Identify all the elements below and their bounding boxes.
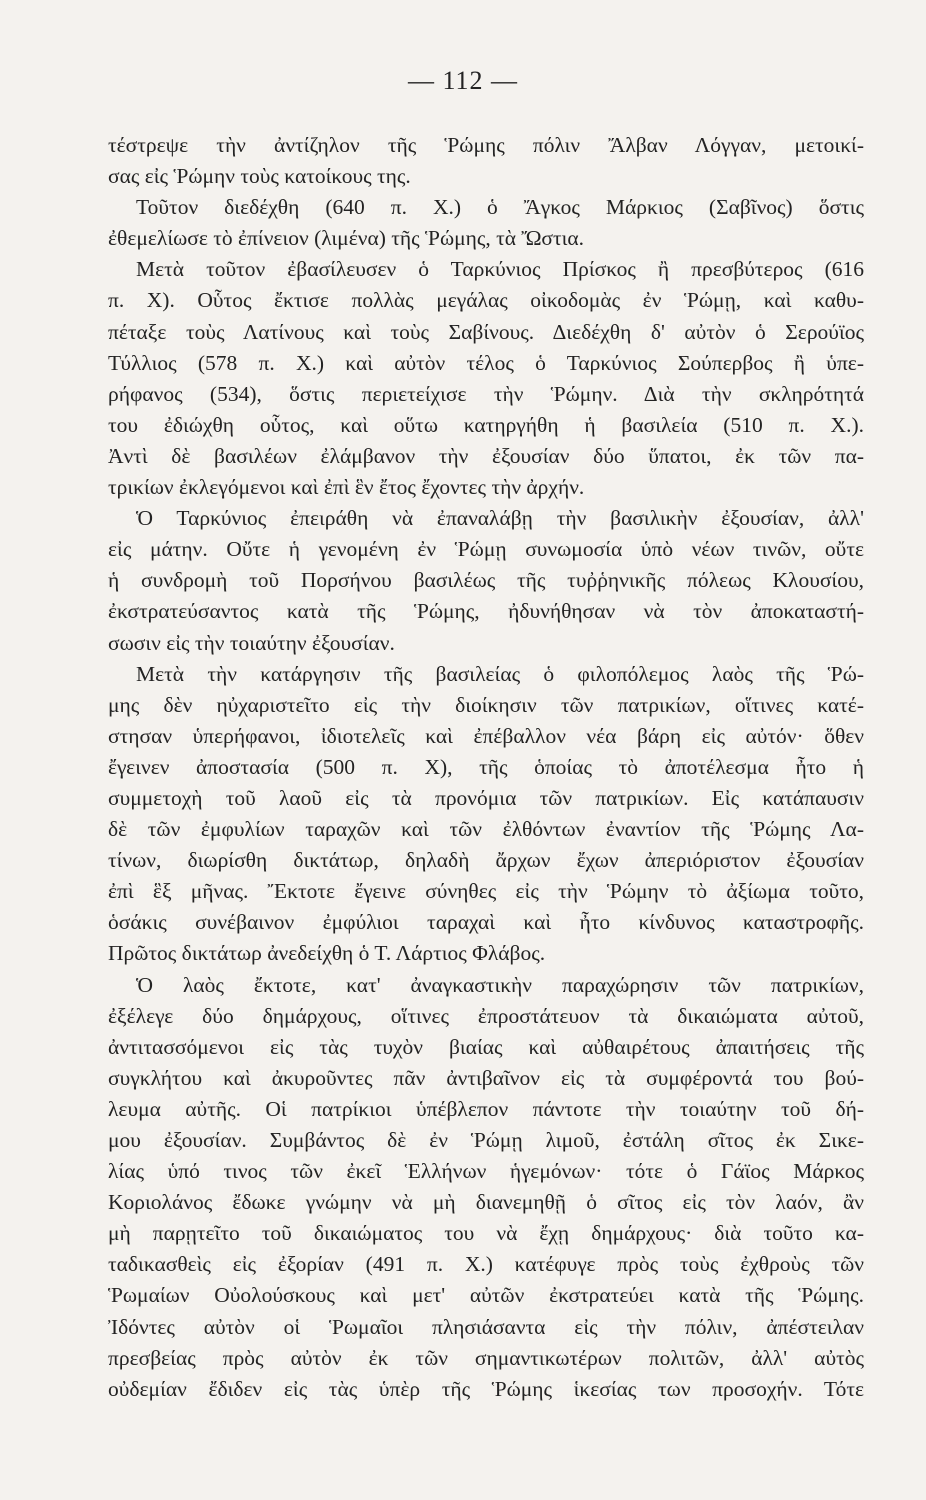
text-line: συγκλήτου καὶ ἀκυροῦντες πᾶν ἀντιβαῖνον εἰς τὰ συμφέροντά του βού- [108, 1065, 864, 1090]
text-line: Μετὰ τὴν κατάργησιν τῆς βασιλείας ὁ φιλοπόλεμος λαὸς τῆς Ῥώ- [136, 661, 864, 686]
text-line: σας εἰς Ῥώμην τοὺς κατοίκους της. [108, 164, 411, 189]
text-line: δὲ τῶν ἐμφυλίων ταραχῶν καὶ τῶν ἐλθόντων ἐναντίον τῆς Ῥώμης Λα- [108, 817, 864, 842]
text-line: πρεσβείας πρὸς αὐτὸν ἐκ τῶν σημαντικωτέρων πολιτῶν, ἀλλ' αὐτὸς [108, 1345, 864, 1370]
text-line: Κοριολάνος ἔδωκε γνώμην νὰ μὴ διανεμηθῇ ὁ σῖτος εἰς τὸν λαόν, ἂν [108, 1190, 864, 1215]
text-line: τέστρεψε τὴν ἀντίζηλον τῆς Ῥώμης πόλιν Ἄλβαν Λόγγαν, μετοικί- [108, 133, 864, 157]
text-line: Τοῦτον διεδέχθη (640 π. Χ.) ὁ Ἄγκος Μάρκιος (Σαβῖνος) ὅστις [136, 195, 864, 220]
text-line: Ἰδόντες αὐτὸν οἱ Ῥωμαῖοι πλησιάσαντα εἰς τὴν πόλιν, ἀπέστειλαν [108, 1314, 864, 1339]
text-line: ἐπὶ ἓξ μῆνας. Ἔκτοτε ἔγεινε σύνηθες εἰς τὴν Ῥώμην τὸ ἀξίωμα τοῦτο, [108, 879, 864, 904]
text-line: λίας ὑπό τινος τῶν ἐκεῖ Ἑλλήνων ἡγεμόνων· τότε ὁ Γάϊος Μάρκος [108, 1159, 864, 1184]
text-line: μης δὲν ηὐχαριστεῖτο εἰς τὴν διοίκησιν τῶν πατρικίων, οἵτινες κατέ- [108, 692, 864, 717]
text-line: ἐκστρατεύσαντος κατὰ τῆς Ῥώμης, ἠδυνήθησαν νὰ τὸν ἀποκαταστή- [108, 599, 864, 624]
text-line: του ἐδιώχθη οὗτος, καὶ οὕτω κατηργήθη ἡ βασιλεία (510 π. Χ.). [108, 412, 864, 437]
text-line: Μετὰ τοῦτον ἐβασίλευσεν ὁ Ταρκύνιος Πρίσκος ἢ πρεσβύτερος (616 [136, 257, 864, 282]
text-line: ταδικασθεὶς εἰς ἐξορίαν (491 π. Χ.) κατέφυγε πρὸς τοὺς ἐχθροὺς τῶν [108, 1252, 864, 1277]
text-line: ἐξέλεγε δύο δημάρχους, οἵτινες ἐπροστάτευον τὰ δικαιώματα αὐτοῦ, [108, 1003, 864, 1028]
text-line: π. Χ). Οὗτος ἔκτισε πολλὰς μεγάλας οἰκοδομὰς ἐν Ῥώμῃ, καὶ καθυ- [108, 288, 864, 313]
text-line: Ἀντὶ δὲ βασιλέων ἐλάμβανον τὴν ἐξουσίαν δύο ὕπατοι, ἐκ τῶν πα- [108, 443, 864, 468]
text-line: σωσιν εἰς τὴν τοιαύτην ἐξουσίαν. [108, 630, 395, 655]
text-line: ἀντιτασσόμενοι εἰς τὰς τυχὸν βιαίας καὶ αὐθαιρέτους ἀπαιτήσεις τῆς [108, 1034, 864, 1059]
text-line: οὐδεμίαν ἔδιδεν εἰς τὰς ὑπὲρ τῆς Ῥώμης ἱκεσίας των προσοχήν. Τότε [108, 1376, 864, 1401]
text-line: ἔγεινεν ἀποστασία (500 π. Χ), τῆς ὁποίας τὸ ἀποτέλεσμα ἦτο ἡ [108, 754, 864, 779]
text-line: ἐθεμελίωσε τὸ ἐπίνειον (λιμένα) τῆς Ῥώμης, τὰ Ὤστια. [108, 226, 585, 251]
text-line: Ῥωμαίων Οὐολούσκους καὶ μετ' αὐτῶν ἐκστρατεύει κατὰ τῆς Ῥώμης. [108, 1283, 864, 1308]
text-line: εἰς μάτην. Οὔτε ἡ γενομένη ἐν Ῥώμῃ συνωμοσία ὑπὸ νέων τινῶν, οὔτε [108, 537, 864, 562]
text-line: ὁσάκις συνέβαινον ἐμφύλιοι ταραχαὶ καὶ ἦτο κίνδυνος καταστροφῆς. [108, 910, 864, 935]
text-line: ρήφανος (534), ὅστις περιετείχισε τὴν Ῥώμην. Διὰ τὴν σκληρότητά [108, 381, 864, 406]
text-line: συμμετοχὴ τοῦ λαοῦ εἰς τὰ προνόμια τῶν πατρικίων. Εἰς κατάπαυσιν [108, 785, 864, 810]
text-line: Πρῶτος δικτάτωρ ἀνεδείχθη ὁ Τ. Λάρτιος Φλάβος. [108, 941, 546, 966]
text-line: Τύλλιος (578 π. Χ.) καὶ αὐτὸν τέλος ὁ Ταρκύνιος Σούπερβος ἢ ὑπε- [108, 350, 864, 375]
body-text [108, 130, 864, 1405]
text-line: τίνων, διωρίσθη δικτάτωρ, δηλαδὴ ἄρχων ἔχων ἀπεριόριστον ἐξουσίαν [108, 848, 864, 873]
text-line: ἡ συνδρομὴ τοῦ Πορσήνου βασιλέως τῆς τυῤῥηνικῆς πόλεως Κλουσίου, [108, 568, 864, 593]
text-line: μὴ παρῃτεῖτο τοῦ δικαιώματος του νὰ ἔχῃ δημάρχους· διὰ τοῦτο κα- [108, 1221, 864, 1246]
text-line: στησαν ὑπερήφανοι, ἰδιοτελεῖς καὶ ἐπέβαλλον νέα βάρη εἰς αὐτόν· ὅθεν [108, 723, 864, 748]
text-line: τρικίων ἐκλεγόμενοι καὶ ἐπὶ ἓν ἔτος ἔχοντες τὴν ἀρχήν. [108, 475, 585, 500]
page-number: — 112 — [407, 66, 519, 95]
text-line: μου ἐξουσίαν. Συμβάντος δὲ ἐν Ῥώμῃ λιμοῦ, ἐστάλη σῖτος ἐκ Σικε- [108, 1128, 864, 1152]
text-line: Ὁ λαὸς ἔκτοτε, κατ' ἀναγκαστικὴν παραχώρησιν τῶν πατρικίων, [136, 972, 864, 997]
text-line: Ὁ Ταρκύνιος ἐπειράθη νὰ ἐπαναλάβῃ τὴν βασιλικὴν ἐξουσίαν, ἀλλ' [136, 506, 864, 531]
text-line: λευμα αὐτῆς. Οἱ πατρίκιοι ὑπέβλεπον πάντοτε τὴν τοιαύτην τοῦ δή- [108, 1096, 864, 1121]
text-line: πέταξε τοὺς Λατίνους καὶ τοὺς Σαβίνους. Διεδέχθη δ' αὐτὸν ὁ Σερούϊος [108, 319, 864, 344]
